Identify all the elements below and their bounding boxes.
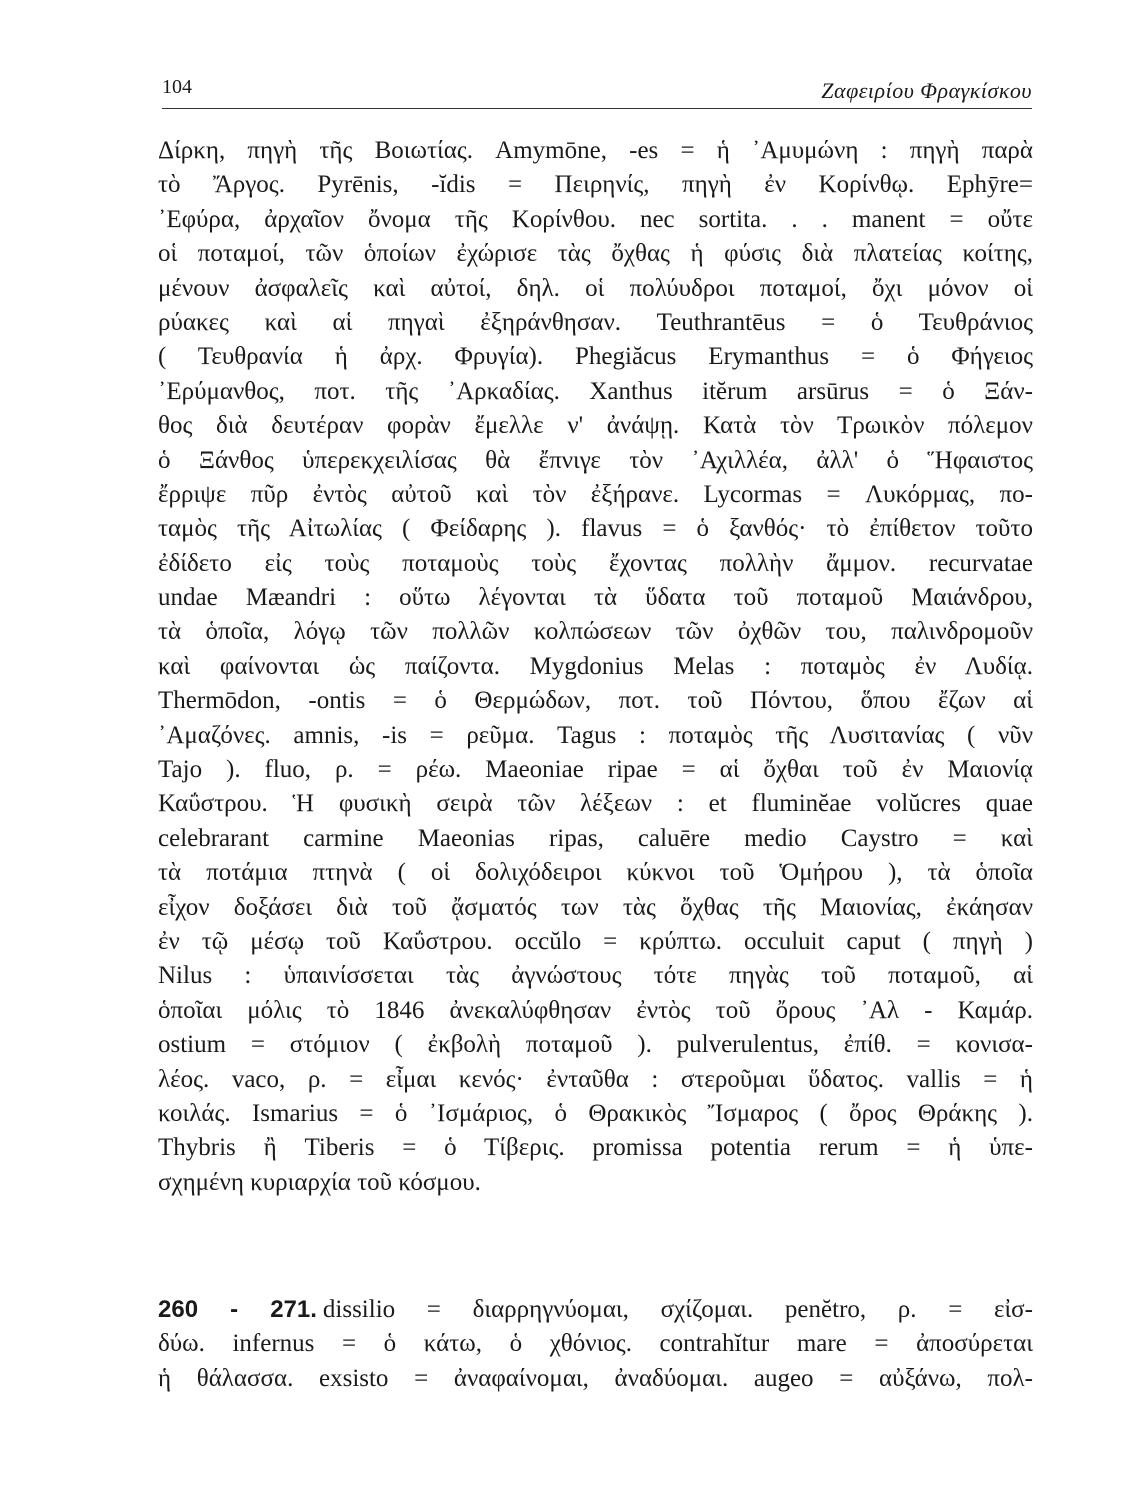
text-line: ὁποῖαι μόλις τὸ 1846 ἀνεκαλύφθησαν ἐντὸς τοῦ ὄρους ᾿Αλ - Καμάρ.	[158, 996, 1033, 1024]
text-line: ἡ θάλασσα. exsisto = ἀναφαίνομαι, ἀναδύομαι. augeo = αὐξάνω, πολ-	[158, 1364, 1033, 1392]
text-line: ὁ Ξάνθος ὑπερεκχειλίσας θὰ ἔπνιγε τὸν ᾿Αχιλλέα, ἀλλ' ὁ Ἥφαιστος	[158, 446, 1033, 474]
text-line: ἐν τῷ μέσῳ τοῦ Καΰστρου. occŭlo = κρύπτω. occuluit caput ( πηγὴ )	[158, 927, 1033, 955]
text-line: δύω. infernus = ὁ κάτω, ὁ χθόνιος. contrahĭtur mare = ἀποσύρεται	[158, 1330, 1033, 1358]
text-line: σχημένη κυριαρχία τοῦ κόσμου.	[158, 1168, 481, 1196]
text-line: ἔρριψε πῦρ ἐντὸς αὐτοῦ καὶ τὸν ἐξήρανε. Lycormas = Λυκόρμας, πο-	[158, 480, 1033, 508]
header-rule	[162, 108, 1032, 109]
text-line: θος διὰ δευτέραν φορὰν ἔμελλε ν' ἀνάψῃ. Κατὰ τὸν Τρωικὸν πόλεμον	[158, 412, 1033, 440]
text-line: κοιλάς. Ismarius = ὁ ᾿Ισμάριος, ὁ Θρακικὸς Ἴσμαρος ( ὄρος Θράκης ).	[158, 1099, 1033, 1127]
text-line: Δίρκη, πηγὴ τῆς Βοιωτίας. Amymōne, -es = ἡ ᾿Αμυμώνη : πηγὴ παρὰ	[158, 137, 1033, 164]
text-line: τὰ ὁποῖα, λόγῳ τῶν πολλῶν κολπώσεων τῶν ὀχθῶν του, παλινδρομοῦν	[158, 618, 1033, 646]
text-line: undae Mæandri : οὕτω λέγονται τὰ ὕδατα τοῦ ποταμοῦ Μαιάνδρου,	[158, 584, 1033, 612]
text-line: ᾿Αμαζόνες. amnis, -is = ρεῦμα. Tagus : ποταμὸς τῆς Λυσιτανίας ( νῦν	[158, 721, 1033, 749]
text-line: λέος. vaco, ρ. = εἶμαι κενός· ἐνταῦθα : στεροῦμαι ὕδατος. vallis = ἡ	[158, 1065, 1033, 1093]
section-first-line	[158, 1293, 1033, 1327]
text-line: Thybris ἢ Tiberis = ὁ Τίβερις. promissa potentia rerum = ἡ ὑπε-	[158, 1134, 1033, 1162]
text-line: μένουν ἀσφαλεῖς καὶ αὐτοί, δηλ. οἱ πολύυδροι ποταμοί, ὄχι μόνον οἱ	[158, 274, 1033, 302]
text-line: Tajo ). fluo, ρ. = ρέω. Maeoniae ripae = αἱ ὄχθαι τοῦ ἐν Μαιονίᾳ	[158, 756, 1033, 784]
text-line: ᾿Εφύρα, ἀρχαῖον ὄνομα τῆς Κορίνθου. nec sortita. . . manent = οὔτε	[158, 205, 1033, 233]
text-line: οἱ ποταμοί, τῶν ὁποίων ἐχώρισε τὰς ὄχθας ἡ φύσις διὰ πλατείας κοίτης,	[158, 240, 1033, 268]
page-header	[162, 72, 1032, 112]
section-number: 260 - 271.	[158, 1296, 317, 1323]
text-line: εἶχον δοξάσει διὰ τοῦ ᾄσματός των τὰς ὄχθας τῆς Μαιονίας, ἐκάησαν	[158, 893, 1033, 921]
text-line: ostium = στόμιον ( ἐκβολὴ ποταμοῦ ). pulverulentus, ἐπίθ. = κονισα-	[158, 1031, 1033, 1059]
text-line: τὸ Ἄργος. Pyrēnis, -ĭdis = Πειρηνίς, πηγὴ ἐν Κορίνθῳ. Ephȳre=	[158, 171, 1033, 199]
text-line: Thermōdon, -ontis = ὁ Θερμώδων, ποτ. τοῦ Πόντου, ὅπου ἔζων αἱ	[158, 687, 1033, 715]
text-line: ᾿Ερύμανθος, ποτ. τῆς ᾿Αρκαδίας. Xanthus itĕrum arsūrus = ὁ Ξάν-	[158, 377, 1033, 405]
text-line: καὶ φαίνονται ὡς παίζοντα. Mygdonius Melas : ποταμὸς ἐν Λυδίᾳ.	[158, 652, 1033, 680]
commentary-paragraph-1	[158, 134, 1033, 1200]
text-segment: dissilio = διαρρηγνύομαι, σχίζομαι. penĕtro, ρ. = εἰσ-	[322, 1296, 1033, 1323]
page-number: 104	[162, 76, 192, 98]
text-line: ρύακες καὶ αἱ πηγαὶ ἐξηράνθησαν. Teuthrantēus = ὁ Τευθράνιος	[158, 308, 1033, 336]
running-head: Ζαφειρίου Φραγκίσκου	[821, 78, 1032, 103]
commentary-paragraph-2	[158, 1293, 1033, 1396]
text-line: Nilus : ὑπαινίσσεται τὰς ἀγνώστους τότε πηγὰς τοῦ ποταμοῦ, αἱ	[158, 962, 1033, 990]
text-line: celebrarant carmine Maeonias ripas, caluēre medio Caystro = καὶ	[158, 824, 1033, 852]
text-line: τὰ ποτάμια πτηνὰ ( οἱ δολιχόδειροι κύκνοι τοῦ Ὁμήρου ), τὰ ὁποῖα	[158, 859, 1033, 887]
text-line: ταμὸς τῆς Αἰτωλίας ( Φείδαρης ). flavus = ὁ ξανθός· τὸ ἐπίθετον τοῦτο	[158, 515, 1033, 543]
text-line: ( Τευθρανία ἡ ἀρχ. Φρυγία). Phegiăcus Erymanthus = ὁ Φήγειος	[158, 343, 1033, 371]
text-line: Καΰστρου. Ἡ φυσικὴ σειρὰ τῶν λέξεων : et fluminĕae volŭcres quae	[158, 790, 1033, 818]
text-line: ἐδίδετο εἰς τοὺς ποταμοὺς τοὺς ἔχοντας πολλὴν ἄμμον. recurvatae	[158, 549, 1033, 577]
